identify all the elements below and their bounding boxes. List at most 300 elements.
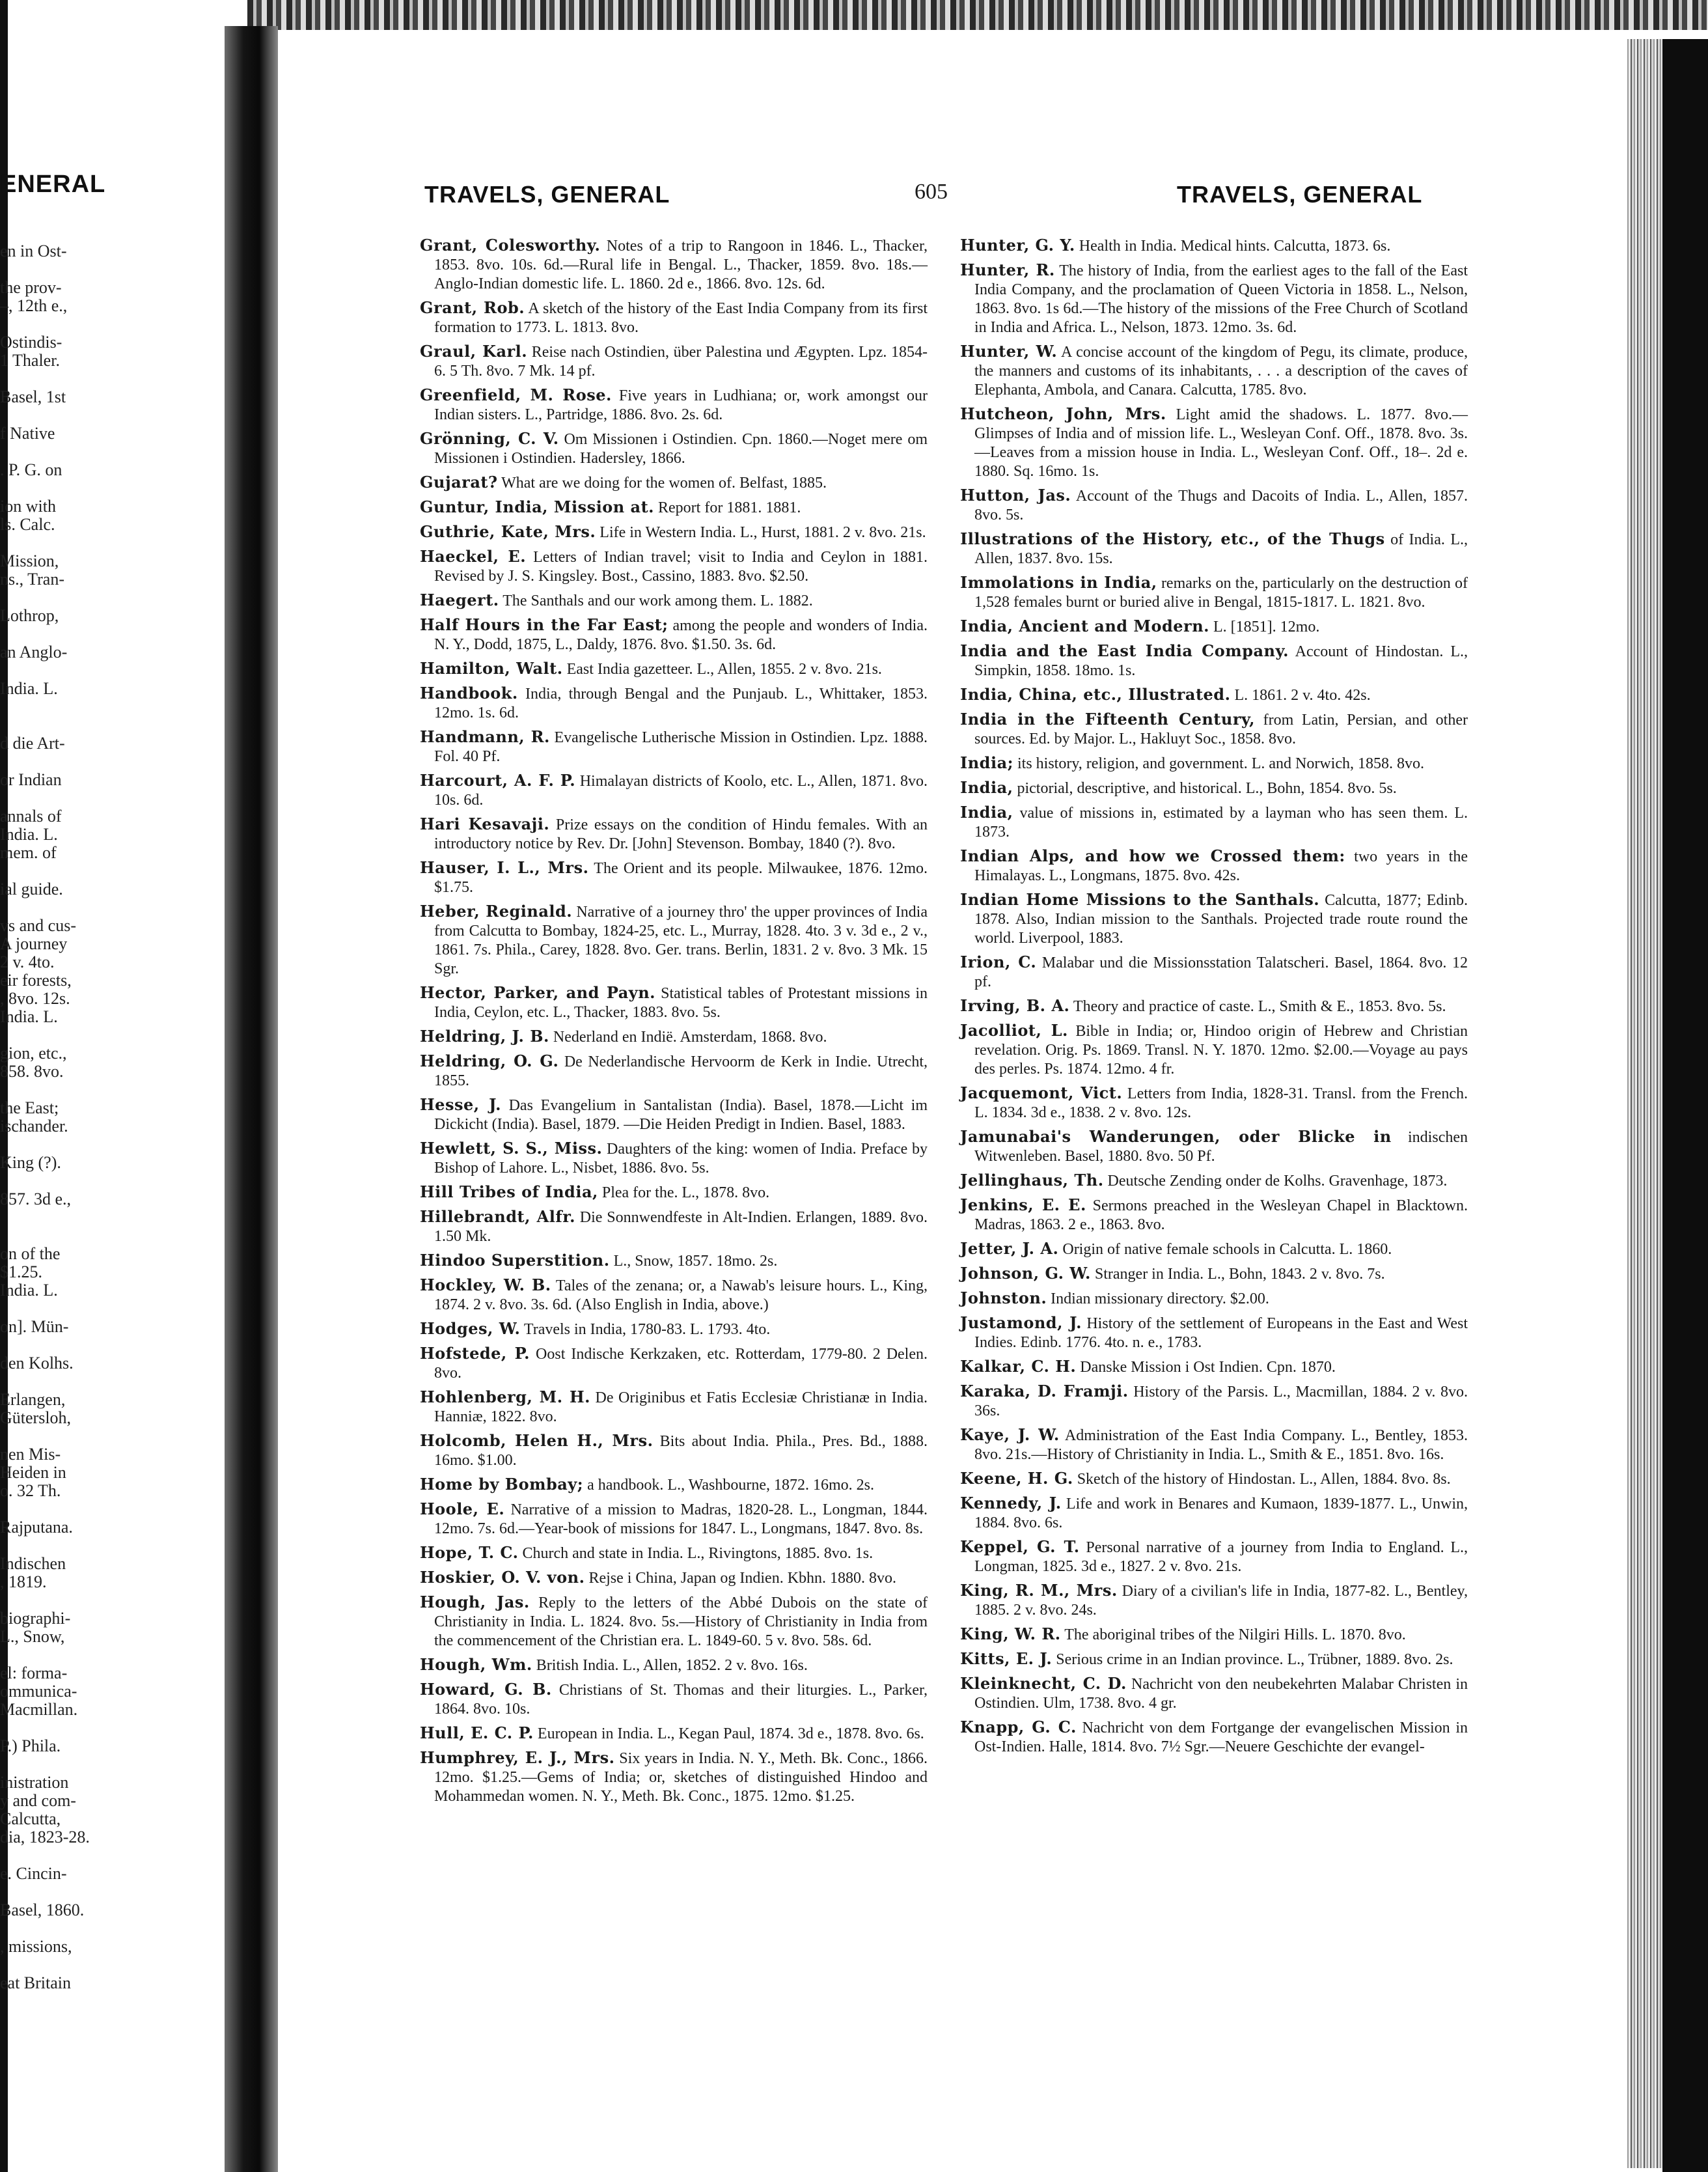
entry-heading: Humphrey, E. J., Mrs. <box>420 1748 615 1767</box>
entry-text: De Originibus et Fatis Ecclesiæ Christianæ in India. Hanniæ, 1822. 8vo. <box>434 1389 928 1425</box>
entry-heading: King, W. R. <box>960 1624 1061 1643</box>
bibliography-entry <box>960 1581 1468 1620</box>
previous-page-line: India. L. <box>0 680 58 698</box>
entry-text: East India gazetteer. L., Allen, 1855. 2 v. 8vo. 21s. <box>562 661 882 678</box>
entry-heading: Hesse, J. <box>420 1095 501 1114</box>
entry-text: Account of Hindostan. L., Simpkin, 1858. 18mo. 1s. <box>974 643 1468 679</box>
entry-heading: Kitts, E. J. <box>960 1649 1053 1668</box>
entry-text: from Latin, Persian, and other sources. Ed. by Major. L., Hakluyt Soc., 1858. 8vo. <box>974 712 1468 747</box>
entry-heading: Hunter, G. Y. <box>960 236 1075 255</box>
entry-heading: Jetter, J. A. <box>960 1239 1059 1258</box>
bibliography-entry <box>420 547 928 586</box>
entry-text: Sketch of the history of Hindostan. L., Allen, 1884. 8vo. 8s. <box>1073 1471 1451 1488</box>
entry-text: History of the settlement of Europeans in the East and West Indies. Edinb. 1776. 4to. n. e., 1783. <box>974 1315 1468 1351</box>
previous-page-line <box>0 1135 96 1154</box>
entry-text: Stranger in India. L., Bohn, 1843. 2 v. 8vo. 7s. <box>1090 1266 1385 1283</box>
previous-page-line: ion with <box>0 497 56 516</box>
entry-text: Account of the Thugs and Dacoits of India. L., Allen, 1857. 8vo. 5s. <box>974 488 1468 523</box>
entry-heading: Indian Home Missions to the Santhals. <box>960 890 1320 909</box>
previous-page-line: ial guide. <box>0 880 63 898</box>
previous-page-line: annals of <box>0 807 62 826</box>
entry-text: Malabar und die Missionsstation Talatscheri. Basel, 1864. 8vo. 12 pf. <box>974 954 1468 990</box>
entry-heading: Hoole, E. <box>420 1499 505 1518</box>
bibliography-entry <box>420 1344 928 1383</box>
entry-text: Health in India. Medical hints. Calcutta, 1873. 6s. <box>1075 238 1391 255</box>
entry-text: pictorial, descriptive, and historical. L., Bohn, 1854. 8vo. 5s. <box>1013 780 1397 797</box>
previous-page-text <box>0 242 96 1992</box>
entry-heading: Hope, T. C. <box>420 1543 519 1562</box>
bibliography-entry <box>960 846 1468 885</box>
previous-page-line: India. L. <box>0 1281 58 1300</box>
entry-text: Notes of a trip to Rangoon in 1846. L., Thacker, 1853. 8vo. 10s. 6d.—Rural life in Bengal. L., Thacker, 1859. 8vo. 18s.—Anglo-Indian domestic life. L. 1860. 2d e., 1866. 8vo. 12s. 6d. <box>434 238 928 292</box>
bibliography-entry <box>420 1182 928 1203</box>
entry-text: Church and state in India. L., Rivingtons, 1885. 8vo. 1s. <box>518 1545 874 1562</box>
previous-page-line: , 1819. <box>0 1573 47 1591</box>
entry-text: Personal narrative of a journey from India to England. L., Longman, 1825. 3d e., 1827. 2 v. 8vo. 21s. <box>974 1539 1468 1575</box>
bibliography-entry <box>420 727 928 766</box>
entry-text: Die Sonnwendfeste in Alt-Indien. Erlangen, 1889. 8vo. 1.50 Mk. <box>434 1209 928 1245</box>
bibliography-entry <box>420 1593 928 1650</box>
bibliography-entry <box>960 641 1468 680</box>
bibliography-entry <box>420 1387 928 1427</box>
entry-text: European in India. L., Kegan Paul, 1874. 3d e., 1878. 8vo. 6s. <box>533 1725 924 1742</box>
entry-heading: Graul, Karl. <box>420 342 528 361</box>
bibliography-entry <box>420 684 928 723</box>
entry-text: a handbook. L., Washbourne, 1872. 16mo. 2s. <box>583 1477 875 1494</box>
bibliography-entry <box>960 1494 1468 1533</box>
previous-page-line: $1.25. <box>0 1263 42 1281</box>
entry-text: Calcutta, 1877; Edinb. 1878. Also, Indian mission to the Santhals. Projected trade route round the world. Liverpool, 1883. <box>974 892 1468 947</box>
entry-heading: Heldring, O. G. <box>420 1051 559 1070</box>
previous-page-line <box>0 370 96 388</box>
bibliography-entry <box>420 429 928 468</box>
previous-page-line <box>0 1300 96 1318</box>
bibliography-entry <box>960 778 1468 798</box>
bibliography-entry <box>960 953 1468 992</box>
entry-heading: Greenfield, M. Rose. <box>420 385 612 404</box>
entry-heading: Hoskier, O. V. von. <box>420 1568 585 1587</box>
previous-page-line: o. 32 Th. <box>0 1482 61 1500</box>
previous-page-line <box>0 716 96 734</box>
entry-heading: Knapp, G. C. <box>960 1718 1077 1736</box>
entry-heading: Hector, Parker, and Payn. <box>420 983 656 1002</box>
entry-text: Life and work in Benares and Kumaon, 1839-1877. L., Unwin, 1884. 8vo. 6s. <box>974 1496 1468 1531</box>
bibliography-entry <box>960 1649 1468 1669</box>
entry-heading: Howard, G. B. <box>420 1680 552 1699</box>
bibliography-entry <box>420 983 928 1022</box>
previous-page-line: 857. 3d e., <box>0 1190 72 1208</box>
bibliography-entry <box>960 1195 1468 1234</box>
previous-page-line <box>0 1336 96 1354</box>
bibliography-entry <box>960 753 1468 773</box>
bibliography-entry <box>960 1718 1468 1757</box>
book-gutter <box>225 26 278 2172</box>
entry-heading: Jamunabai's Wanderungen, oder Blicke in <box>960 1127 1392 1146</box>
bibliography-entry <box>420 385 928 425</box>
entry-heading: Home by Bombay; <box>420 1475 584 1494</box>
bibliography-entry <box>420 659 928 679</box>
previous-page-line: vs and cus- <box>0 917 76 935</box>
entry-text: Six years in India. N. Y., Meth. Bk. Conc., 1866. 12mo. $1.25.—Gems of India; or, sketches of distinguished Hindoo and Mohammedan women. N. Y., Meth. Bk. Conc., 1875. 12mo. $1.25. <box>434 1750 928 1805</box>
previous-page-line <box>0 1081 96 1099</box>
entry-heading: Hunter, R. <box>960 260 1055 279</box>
previous-page-line <box>0 1537 96 1555</box>
previous-page-line <box>0 1755 96 1774</box>
entry-heading: Kennedy, J. <box>960 1494 1062 1512</box>
scan-top-strip <box>247 0 1708 30</box>
previous-page-line: mem. of <box>0 844 57 862</box>
entry-text: Reise nach Ostindien, über Palestina und Ægypten. Lpz. 1854-6. 5 Th. 8vo. 7 Mk. 14 pf. <box>434 344 928 380</box>
bibliography-entry <box>420 771 928 810</box>
entry-text: Statistical tables of Protestant missions in India, Ceylon, etc. L., Thacker, 1883. 8vo. 5s. <box>434 985 928 1021</box>
entry-heading: Grant, Rob. <box>420 298 525 317</box>
bibliography-entry <box>420 858 928 897</box>
entry-heading: Handbook. <box>420 684 518 703</box>
previous-page-line <box>0 315 96 333</box>
previous-page-line: India. L. <box>0 1008 58 1026</box>
entry-heading: Hockley, W. B. <box>420 1275 551 1294</box>
previous-page-line: A journey <box>0 935 68 953</box>
entry-text: two years in the Himalayas. L., Longmans, 1875. 8vo. 42s. <box>974 848 1468 884</box>
entry-heading: Keppel, G. T. <box>960 1537 1080 1556</box>
previous-page-line <box>0 1172 96 1190</box>
running-head-left: TRAVELS, GENERAL <box>424 181 670 208</box>
entry-heading: Hunter, W. <box>960 342 1058 361</box>
previous-page-line <box>0 1427 96 1445</box>
previous-page-line: India. L. <box>0 826 58 844</box>
entry-text: Letters from India, 1828-31. Transl. from the French. L. 1834. 3d e., 1838. 2 v. 8vo. 12s. <box>974 1085 1468 1121</box>
bibliography-entry <box>960 1021 1468 1079</box>
previous-page-line: Lothrop, <box>0 607 59 625</box>
previous-page-line: gion, etc., <box>0 1044 67 1063</box>
entry-heading: Illustrations of the History, etc., of the Thugs <box>960 529 1385 548</box>
entry-text: What are we doing for the women of. Belfast, 1885. <box>497 475 827 492</box>
entry-heading: King, R. M., Mrs. <box>960 1581 1118 1600</box>
previous-page-line: Mission, <box>0 552 59 570</box>
bibliography-entry <box>420 298 928 337</box>
entry-heading: Jellinghaus, Th. <box>960 1171 1104 1190</box>
entry-heading: Jacquemont, Vict. <box>960 1083 1123 1102</box>
previous-page-line: 858. 8vo. <box>0 1063 64 1081</box>
previous-page-line <box>0 625 96 643</box>
bibliography-entry <box>420 236 928 294</box>
entry-text: remarks on the, particularly on the destruction of 1,528 females burnt or buried alive in Bengal, 1815-1817. L. 1821. 8vo. <box>974 575 1468 611</box>
previous-page-line <box>0 479 96 497</box>
previous-page-line: y and com- <box>0 1792 76 1810</box>
entry-text: A sketch of the history of the East India Company from its first formation to 1773. L. 1813. 8vo. <box>434 300 928 336</box>
entry-text: Himalayan districts of Koolo, etc. L., Allen, 1871. 8vo. 10s. 6d. <box>434 773 928 809</box>
previous-page-line <box>0 260 96 279</box>
entry-text: Danske Mission i Ost Indien. Cpn. 1870. <box>1076 1359 1336 1376</box>
bibliography-entry <box>420 1319 928 1339</box>
bibliography-entry <box>960 685 1468 705</box>
bibliography-entry <box>960 1083 1468 1122</box>
previous-page-line: d die Art- <box>0 734 65 753</box>
previous-page-line: or Indian <box>0 771 62 789</box>
right-column <box>960 236 1468 1761</box>
previous-page-line: , 8vo. 12s. <box>0 990 70 1008</box>
previous-page-line <box>0 1956 96 1974</box>
bibliography-entry <box>960 529 1468 568</box>
entry-text: Christians of St. Thomas and their liturgies. L., Parker, 1864. 8vo. 10s. <box>434 1682 928 1718</box>
entry-heading: India, <box>960 778 1013 797</box>
previous-page-line <box>0 698 96 716</box>
bibliography-entry <box>960 710 1468 749</box>
entry-text: The Orient and its people. Milwaukee, 1876. 12mo. $1.75. <box>434 860 928 896</box>
entry-heading: Hodges, W. <box>420 1319 521 1338</box>
entry-text: Reply to the letters of the Abbé Dubois on the state of Christianity in India. L. 1824. 8vo. 5s.—History of Christianity in India from the commencement of the Christian era. L. 1849-60. 5 v. 8vo. 58s. 6d. <box>434 1594 928 1649</box>
previous-page-line: ommunica- <box>0 1682 77 1701</box>
previous-page-line <box>0 534 96 552</box>
previous-page-line <box>0 1846 96 1865</box>
previous-page-line <box>0 1227 96 1245</box>
previous-page-line: ls. Calc. <box>0 516 55 534</box>
previous-page-line: the prov- <box>0 279 62 297</box>
previous-page-line: ischander. <box>0 1117 68 1135</box>
bibliography-entry <box>420 473 928 493</box>
previous-page-line <box>0 406 96 425</box>
previous-page-line: Indischen <box>0 1555 66 1573</box>
previous-page-line <box>0 1719 96 1737</box>
previous-page-line: biographi- <box>0 1609 71 1628</box>
entry-heading: Kleinknecht, C. D. <box>960 1674 1127 1693</box>
bibliography-entry <box>960 1171 1468 1191</box>
previous-page-line: en in Ost- <box>0 242 67 260</box>
entry-text: Origin of native female schools in Calcutta. L. 1860. <box>1058 1241 1392 1258</box>
entry-text: Plea for the. L., 1878. 8vo. <box>598 1184 770 1201</box>
previous-page-line: Ostindis- <box>0 333 62 352</box>
entry-text: of India. L., Allen, 1837. 8vo. 15s. <box>974 531 1468 567</box>
bibliography-entry <box>960 573 1468 612</box>
entry-heading: Heldring, J. B. <box>420 1027 549 1046</box>
entry-text: Travels in India, 1780-83. L. 1793. 4to. <box>520 1321 771 1338</box>
previous-page-line <box>0 789 96 807</box>
bibliography-entry <box>960 1288 1468 1309</box>
bibliography-entry <box>960 1674 1468 1713</box>
previous-page-line: –, 12th e., <box>0 297 68 315</box>
entry-heading: Kalkar, C. H. <box>960 1357 1077 1376</box>
previous-page-line <box>0 753 96 771</box>
left-column <box>420 236 928 1811</box>
previous-page-line <box>0 1500 96 1518</box>
bibliography-entry <box>960 260 1468 337</box>
entry-text: British India. L., Allen, 1852. 2 v. 8vo. 16s. <box>532 1657 808 1674</box>
bibliography-entry <box>420 1475 928 1495</box>
bibliography-entry <box>960 1357 1468 1377</box>
bibliography-entry <box>420 1275 928 1315</box>
bibliography-entry <box>960 1469 1468 1489</box>
scan-right-edge <box>1662 39 1708 2172</box>
bibliography-entry <box>420 591 928 611</box>
entry-text: Letters of Indian travel; visit to India and Ceylon in 1881. Revised by J. S. Kingsley. Bost., Cassino, 1883. 8vo. $2.50. <box>434 549 928 585</box>
previous-page-line <box>0 1026 96 1044</box>
entry-heading: Gujarat? <box>420 473 498 492</box>
bibliography-entry <box>420 1680 928 1719</box>
entry-heading: Guthrie, Kate, Mrs. <box>420 522 596 541</box>
entry-text: Light amid the shadows. L. 1877. 8vo.—Glimpses of India and of mission life. L., Wesleyan Conf. Off., 1878. 8vo. 3s.—Leaves from a mission house in India. L., Wesleyan Conf. Off., 18–. 2d e. 1880. Sq. 16mo. 1s. <box>974 406 1468 480</box>
entry-text: L. 1861. 2 v. 4to. 42s. <box>1230 687 1371 704</box>
entry-heading: Grant, Colesworthy. <box>420 236 601 255</box>
previous-page-line: Calcutta, <box>0 1810 61 1828</box>
entry-text: A concise account of the kingdom of Pegu, its climate, produce, the manners and customs of its inhabitants, . . . a description of the caves of Elephanta, Ambola, and Canara. Calcutta, 1785. 8vo. <box>974 344 1468 398</box>
entry-text: Nachricht von den neubekehrten Malabar Christen in Ostindien. Ulm, 1738. 8vo. 4 gr. <box>974 1676 1468 1712</box>
entry-heading: Hull, E. C. P. <box>420 1723 534 1742</box>
bibliography-entry <box>420 1748 928 1806</box>
previous-page-line: eat Britain <box>0 1974 72 1992</box>
entry-heading: Half Hours in the Far East; <box>420 615 668 634</box>
entry-text: Bits about India. Phila., Pres. Bd., 1888. 16mo. $1.00. <box>434 1433 928 1469</box>
bibliography-entry <box>960 486 1468 525</box>
previous-page-line: den Kolhs. <box>0 1354 74 1372</box>
entry-text: among the people and wonders of India. N. Y., Dodd, 1875, L., Daldy, 1876. 8vo. $1.50. 3s. 6d. <box>434 617 928 653</box>
entry-text: Five years in Ludhiana; or, work amongst our Indian sisters. L., Partridge, 1886. 8vo. 2s. 6d. <box>434 387 928 423</box>
entry-text: The history of India, from the earliest ages to the fall of the East India Company, and the proclamation of Queen Victoria in 1858. L., Nelson, 1863. 8vo. 1s 6d.—The history of the missions of the Free Church of Scotland in India and Africa. L., Nelson, 1873. 12mo. 3s. 6d. <box>974 262 1468 336</box>
entry-heading: Jenkins, E. E. <box>960 1195 1086 1214</box>
previous-page-line: on of the <box>0 1245 61 1263</box>
bibliography-entry <box>960 1382 1468 1421</box>
entry-heading: Hofstede, P. <box>420 1344 530 1363</box>
bibliography-entry <box>960 236 1468 256</box>
bibliography-entry <box>420 1655 928 1675</box>
bibliography-entry <box>420 1568 928 1588</box>
entry-text: Diary of a civilian's life in India, 1877-82. L., Bentley, 1885. 2 v. 8vo. 24s. <box>974 1583 1468 1619</box>
bibliography-entry <box>960 996 1468 1016</box>
entry-heading: Hutton, Jas. <box>960 486 1071 505</box>
bibliography-entry <box>960 1537 1468 1576</box>
entry-heading: Hari Kesavaji. <box>420 814 550 833</box>
bibliography-entry <box>960 1239 1468 1259</box>
entry-text: Life in Western India. L., Hurst, 1881. 2 v. 8vo. 21s. <box>596 524 926 541</box>
entry-text: indischen Witwenleben. Basel, 1880. 8vo. 50 Pf. <box>974 1129 1468 1165</box>
previous-page-header: ENERAL <box>0 171 106 198</box>
entry-heading: Hohlenberg, M. H. <box>420 1387 590 1406</box>
entry-heading: Guntur, India, Mission at. <box>420 497 655 516</box>
previous-page-line: Rajputana. <box>0 1518 73 1537</box>
entry-text: Bible in India; or, Hindoo origin of Hebrew and Christian revelation. Orig. Ps. 1869. Transl. N. Y. 1870. 12mo. $2.00.—Voyage au pays des perles. Ps. 1874. 12mo. 4 fr. <box>974 1023 1468 1078</box>
entry-text: Prize essays on the condition of Hindu females. With an introductory notice by Rev. Dr. [John] Stevenson. Bombay, 1840 (?). 8vo. <box>434 816 928 852</box>
previous-page-line: nen Mis- <box>0 1445 61 1464</box>
entry-heading: Hough, Jas. <box>420 1593 530 1611</box>
entry-heading: Heber, Reginald. <box>420 902 573 921</box>
entry-text: Indian missionary directory. $2.00. <box>1047 1290 1269 1307</box>
previous-page-line: el: forma- <box>0 1664 68 1682</box>
entry-heading: India; <box>960 753 1013 772</box>
previous-page-line: Gütersloh, <box>0 1409 72 1427</box>
entry-heading: Handmann, R. <box>420 727 550 746</box>
entry-heading: Hindoo Superstition. <box>420 1251 610 1270</box>
entry-text: The aboriginal tribes of the Nilgiri Hills. L. 1870. 8vo. <box>1060 1626 1406 1643</box>
entry-heading: Holcomb, Helen H., Mrs. <box>420 1431 654 1450</box>
bibliography-entry <box>420 1431 928 1470</box>
entry-text: Narrative of a mission to Madras, 1820-28. L., Longman, 1844. 12mo. 7s. 6d.—Year-book of missions for 1847. L., Longmans, 1847. 8vo. 8s. <box>434 1501 928 1537</box>
bibliography-entry <box>960 1264 1468 1284</box>
previous-page-line: L., Snow, <box>0 1628 65 1646</box>
entry-text: Serious crime in an Indian province. L., Trübner, 1889. 8vo. 2s. <box>1052 1651 1453 1668</box>
previous-page-line <box>0 1646 96 1664</box>
previous-page-line: the East; <box>0 1099 59 1117</box>
previous-page-line: an Anglo- <box>0 643 68 661</box>
previous-page-line: dia, 1823-28. <box>0 1828 90 1846</box>
bibliography-entry <box>960 342 1468 400</box>
entry-text: Tales of the zenana; or, a Nawab's leisure hours. L., King, 1874. 2 v. 8vo. 3s. 6d. (Also English in India, above.) <box>434 1277 928 1313</box>
bibliography-entry <box>420 1543 928 1563</box>
previous-page-line: King (?). <box>0 1154 61 1172</box>
previous-page-line <box>0 898 96 917</box>
entry-text: Narrative of a journey thro' the upper provinces of India from Calcutta to Bombay, 1824-25, etc. L., Murray, 1828. 4to. 3 v. 3d e., 2 v., 1861. 7s. Phila., Carey, 1828. 8vo. Ger. trans. Berlin, 1831. 2 v. 8vo. 3 Mk. 15 Sgr. <box>434 904 928 977</box>
bibliography-entry <box>420 1027 928 1047</box>
previous-page-line: Erlangen, <box>0 1391 66 1409</box>
entry-heading: Hauser, I. L., Mrs. <box>420 858 589 877</box>
entry-heading: Keene, H. G. <box>960 1469 1073 1488</box>
bibliography-entry <box>420 1051 928 1091</box>
bibliography-entry <box>960 404 1468 481</box>
bibliography-entry <box>420 1095 928 1134</box>
bibliography-entry <box>420 497 928 518</box>
entry-heading: Grönning, C. V. <box>420 429 559 448</box>
previous-page-line: 1 Thaler. <box>0 352 60 370</box>
previous-page-line: Basel, 1860. <box>0 1901 85 1919</box>
entry-heading: India, China, etc., Illustrated. <box>960 685 1231 704</box>
entry-text: Om Missionen i Ostindien. Cpn. 1860.—Noget mere om Missionen i Ostindien. Hadersley, 1866. <box>434 431 928 467</box>
running-head-right: TRAVELS, GENERAL <box>1177 181 1423 208</box>
previous-page-line: f Native <box>0 425 55 443</box>
entry-text: Evangelische Lutherische Mission in Ostindien. Lpz. 1888. Fol. 40 Pf. <box>434 729 928 765</box>
entry-text: Sermons preached in the Wesleyan Chapel in Blacktown. Madras, 1863. 2 e., 1863. 8vo. <box>974 1197 1468 1233</box>
entry-heading: Haegert. <box>420 591 499 609</box>
entry-text: value of missions in, estimated by a layman who has seen them. L. 1873. <box>974 805 1468 841</box>
previous-page-line <box>0 1883 96 1901</box>
previous-page-line: eir forests, <box>0 971 72 990</box>
previous-page-line: P.) Phila. <box>0 1737 61 1755</box>
entry-heading: Johnston. <box>960 1288 1047 1307</box>
bibliography-entry <box>420 342 928 381</box>
previous-page-line: , missions, <box>0 1938 72 1956</box>
entry-text: History of the Parsis. L., Macmillan, 1884. 2 v. 8vo. 36s. <box>974 1384 1468 1419</box>
entry-text: Das Evangelium in Santalistan (India). Basel, 1878.—Licht im Dickicht (India). Basel, 1879. —Die Heiden Predigt in Indien. Basel, 1883. <box>434 1097 928 1133</box>
page-number: 605 <box>915 180 948 204</box>
bibliography-entry <box>420 1251 928 1271</box>
bibliography-entry <box>420 814 928 854</box>
entry-text: The Santhals and our work among them. L. 1882. <box>499 592 813 609</box>
previous-page-line: . P. G. on <box>0 461 62 479</box>
entry-text: Theory and practice of caste. L., Smith & E., 1853. 8vo. 5s. <box>1069 998 1446 1015</box>
entry-heading: Hough, Wm. <box>420 1655 532 1674</box>
bibliography-entry <box>420 1139 928 1178</box>
previous-page-line: 2 v. 4to. <box>0 953 55 971</box>
entry-heading: Indian Alps, and how we Crossed them: <box>960 846 1345 865</box>
previous-page-line <box>0 862 96 880</box>
entry-heading: India in the Fifteenth Century, <box>960 710 1255 729</box>
bibliography-entry <box>420 1499 928 1538</box>
entry-text: Rejse i China, Japan og Indien. Kbhn. 1880. 8vo. <box>585 1570 897 1587</box>
entry-heading: Haeckel, E. <box>420 547 527 566</box>
previous-page-line: Macmillan. <box>0 1701 78 1719</box>
previous-page-line <box>0 1919 96 1938</box>
bibliography-entry <box>960 617 1468 637</box>
entry-heading: Hewlett, S. S., Miss. <box>420 1139 603 1158</box>
bibliography-entry <box>960 1313 1468 1352</box>
bibliography-entry <box>420 902 928 979</box>
previous-page-line <box>0 1591 96 1609</box>
bibliography-entry <box>960 1127 1468 1166</box>
entry-text: L. [1851]. 12mo. <box>1209 619 1320 635</box>
entry-heading: India and the East India Company. <box>960 641 1289 660</box>
entry-text: its history, religion, and government. L. and Norwich, 1858. 8vo. <box>1013 755 1424 772</box>
entry-heading: Irion, C. <box>960 953 1037 971</box>
entry-text: De Nederlandische Hervoorm de Kerk in Indie. Utrecht, 1855. <box>434 1053 928 1089</box>
entry-heading: Harcourt, A. F. P. <box>420 771 576 790</box>
entry-heading: Hillebrandt, Alfr. <box>420 1207 575 1226</box>
